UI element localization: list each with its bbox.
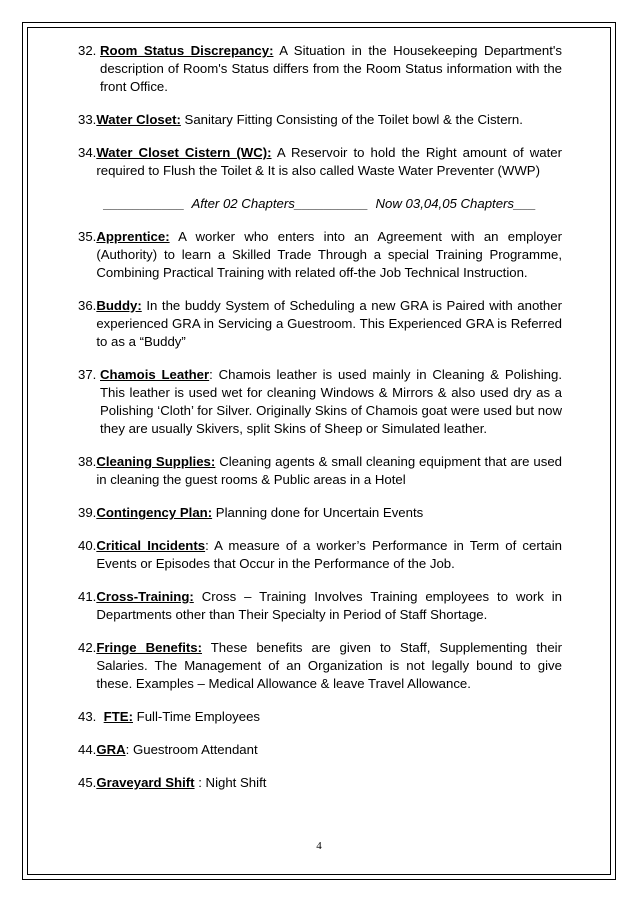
chapter-note: ___________ After 02 Chapters__________ Now 03,04,05 Chapters___ — [103, 196, 537, 211]
entry-body — [96, 639, 562, 693]
glossary-entry — [78, 453, 562, 489]
entry-definition: : Chamois leather is used mainly in Cleaning & Polishing. This leather is used wet for cleaning Windows & Mirrors & also used dry as a Polishing ‘Cloth’ for Silver. Originally Skins of Chamois goat were used but now they are usually Skivers, split Skins of Sheep or Simulated leather. — [100, 367, 562, 436]
entry-term: FTE: — [103, 709, 133, 724]
glossary-entry — [78, 774, 562, 792]
entry-definition: Full-Time Employees — [132, 709, 261, 724]
entry-number: 40. — [78, 538, 97, 553]
entry-number: 34. — [78, 145, 97, 160]
entry-term: Contingency Plan: — [96, 505, 213, 520]
entry-number: 43. — [78, 709, 104, 724]
entry-body — [96, 297, 562, 351]
glossary-content — [78, 42, 562, 807]
entry-body — [96, 144, 562, 180]
glossary-group-a — [78, 42, 562, 180]
entry-definition: Cleaning agents & small cleaning equipment that are used in cleaning the guest rooms & Public areas in a Hotel — [96, 454, 563, 487]
entry-body — [96, 774, 562, 792]
glossary-entry — [78, 111, 562, 129]
glossary-entry — [78, 741, 562, 759]
page-number: 4 — [316, 840, 322, 852]
entry-number: 41. — [78, 589, 97, 604]
entry-body — [100, 42, 562, 96]
entry-number: 33. — [78, 112, 97, 127]
entry-definition: In the buddy System of Scheduling a new GRA is Paired with another experienced GRA in Servicing a Guestroom. This Experienced GRA is Referred to as a “Buddy” — [96, 298, 562, 349]
entry-number: 44. — [78, 742, 97, 757]
glossary-entry — [78, 639, 562, 693]
entry-definition: Sanitary Fitting Consisting of the Toilet bowl & the Cistern. — [180, 112, 523, 127]
entry-definition: Cross – Training Involves Training employees to work in Departments other than Their Specialty in Period of Staff Shortage. — [96, 589, 562, 622]
entry-term: Room Status Discrepancy: — [100, 43, 274, 58]
glossary-entry — [78, 537, 562, 573]
entry-definition: A worker who enters into an Agreement with an employer (Authority) to learn a Skilled Trade Through a special Training Programme, Combining Practical Training with related off-the Job Technical Instruction. — [96, 229, 562, 280]
entry-number: 38. — [78, 454, 97, 469]
entry-term: Water Closet Cistern (WC): — [96, 145, 272, 160]
entry-definition: : A measure of a worker’s Performance in Term of certain Events or Episodes that Occur in the Performance of the Job. — [96, 538, 562, 571]
entry-body — [96, 741, 562, 759]
entry-number: 35. — [78, 229, 97, 244]
entry-term: Apprentice: — [96, 229, 170, 244]
entry-definition: A Situation in the Housekeeping Department's description of Room's Status differs from the Room Status information with the front Office. — [100, 43, 562, 94]
glossary-entry — [78, 297, 562, 351]
entry-term: Buddy: — [96, 298, 142, 313]
entry-definition: : Guestroom Attendant — [125, 742, 258, 757]
entry-number: 39. — [78, 505, 97, 520]
entry-body — [100, 366, 562, 438]
glossary-group-b — [78, 228, 562, 792]
entry-term: Cross-Training: — [96, 589, 194, 604]
entry-term: Critical Incidents — [96, 538, 206, 553]
glossary-entry — [78, 228, 562, 282]
entry-number: 37. — [78, 367, 100, 382]
entry-term: GRA — [96, 742, 126, 757]
glossary-entry — [78, 708, 562, 726]
glossary-entry — [78, 144, 562, 180]
entry-body — [96, 228, 562, 282]
entry-definition: Planning done for Uncertain Events — [212, 505, 424, 520]
glossary-entry — [78, 42, 562, 96]
entry-number: 42. — [78, 640, 97, 655]
glossary-entry — [78, 504, 562, 522]
entry-term: Fringe Benefits: — [96, 640, 203, 655]
entry-body — [96, 453, 562, 489]
entry-definition: A Reservoir to hold the Right amount of water required to Flush the Toilet & It is also called Waste Water Preventer (WWP) — [96, 145, 562, 178]
entry-term: Water Closet: — [96, 112, 181, 127]
entry-term: Graveyard Shift — [96, 775, 195, 790]
glossary-entry — [78, 588, 562, 624]
entry-definition: : Night Shift — [194, 775, 267, 790]
entry-definition: These benefits are given to Staff, Supplementing their Salaries. The Management of an Organization is not legally bound to give these. Examples – Medical Allowance & leave Travel Allowance. — [96, 640, 562, 691]
entry-number: 45. — [78, 775, 97, 790]
entry-number: 32. — [78, 43, 100, 58]
entry-term: Cleaning Supplies: — [96, 454, 216, 469]
entry-term: Chamois Leather — [100, 367, 210, 382]
entry-body — [104, 708, 562, 726]
entry-body — [96, 504, 562, 522]
glossary-entry — [78, 366, 562, 438]
entry-body — [96, 537, 562, 573]
entry-number: 36. — [78, 298, 97, 313]
entry-body — [96, 111, 562, 129]
entry-body — [96, 588, 562, 624]
